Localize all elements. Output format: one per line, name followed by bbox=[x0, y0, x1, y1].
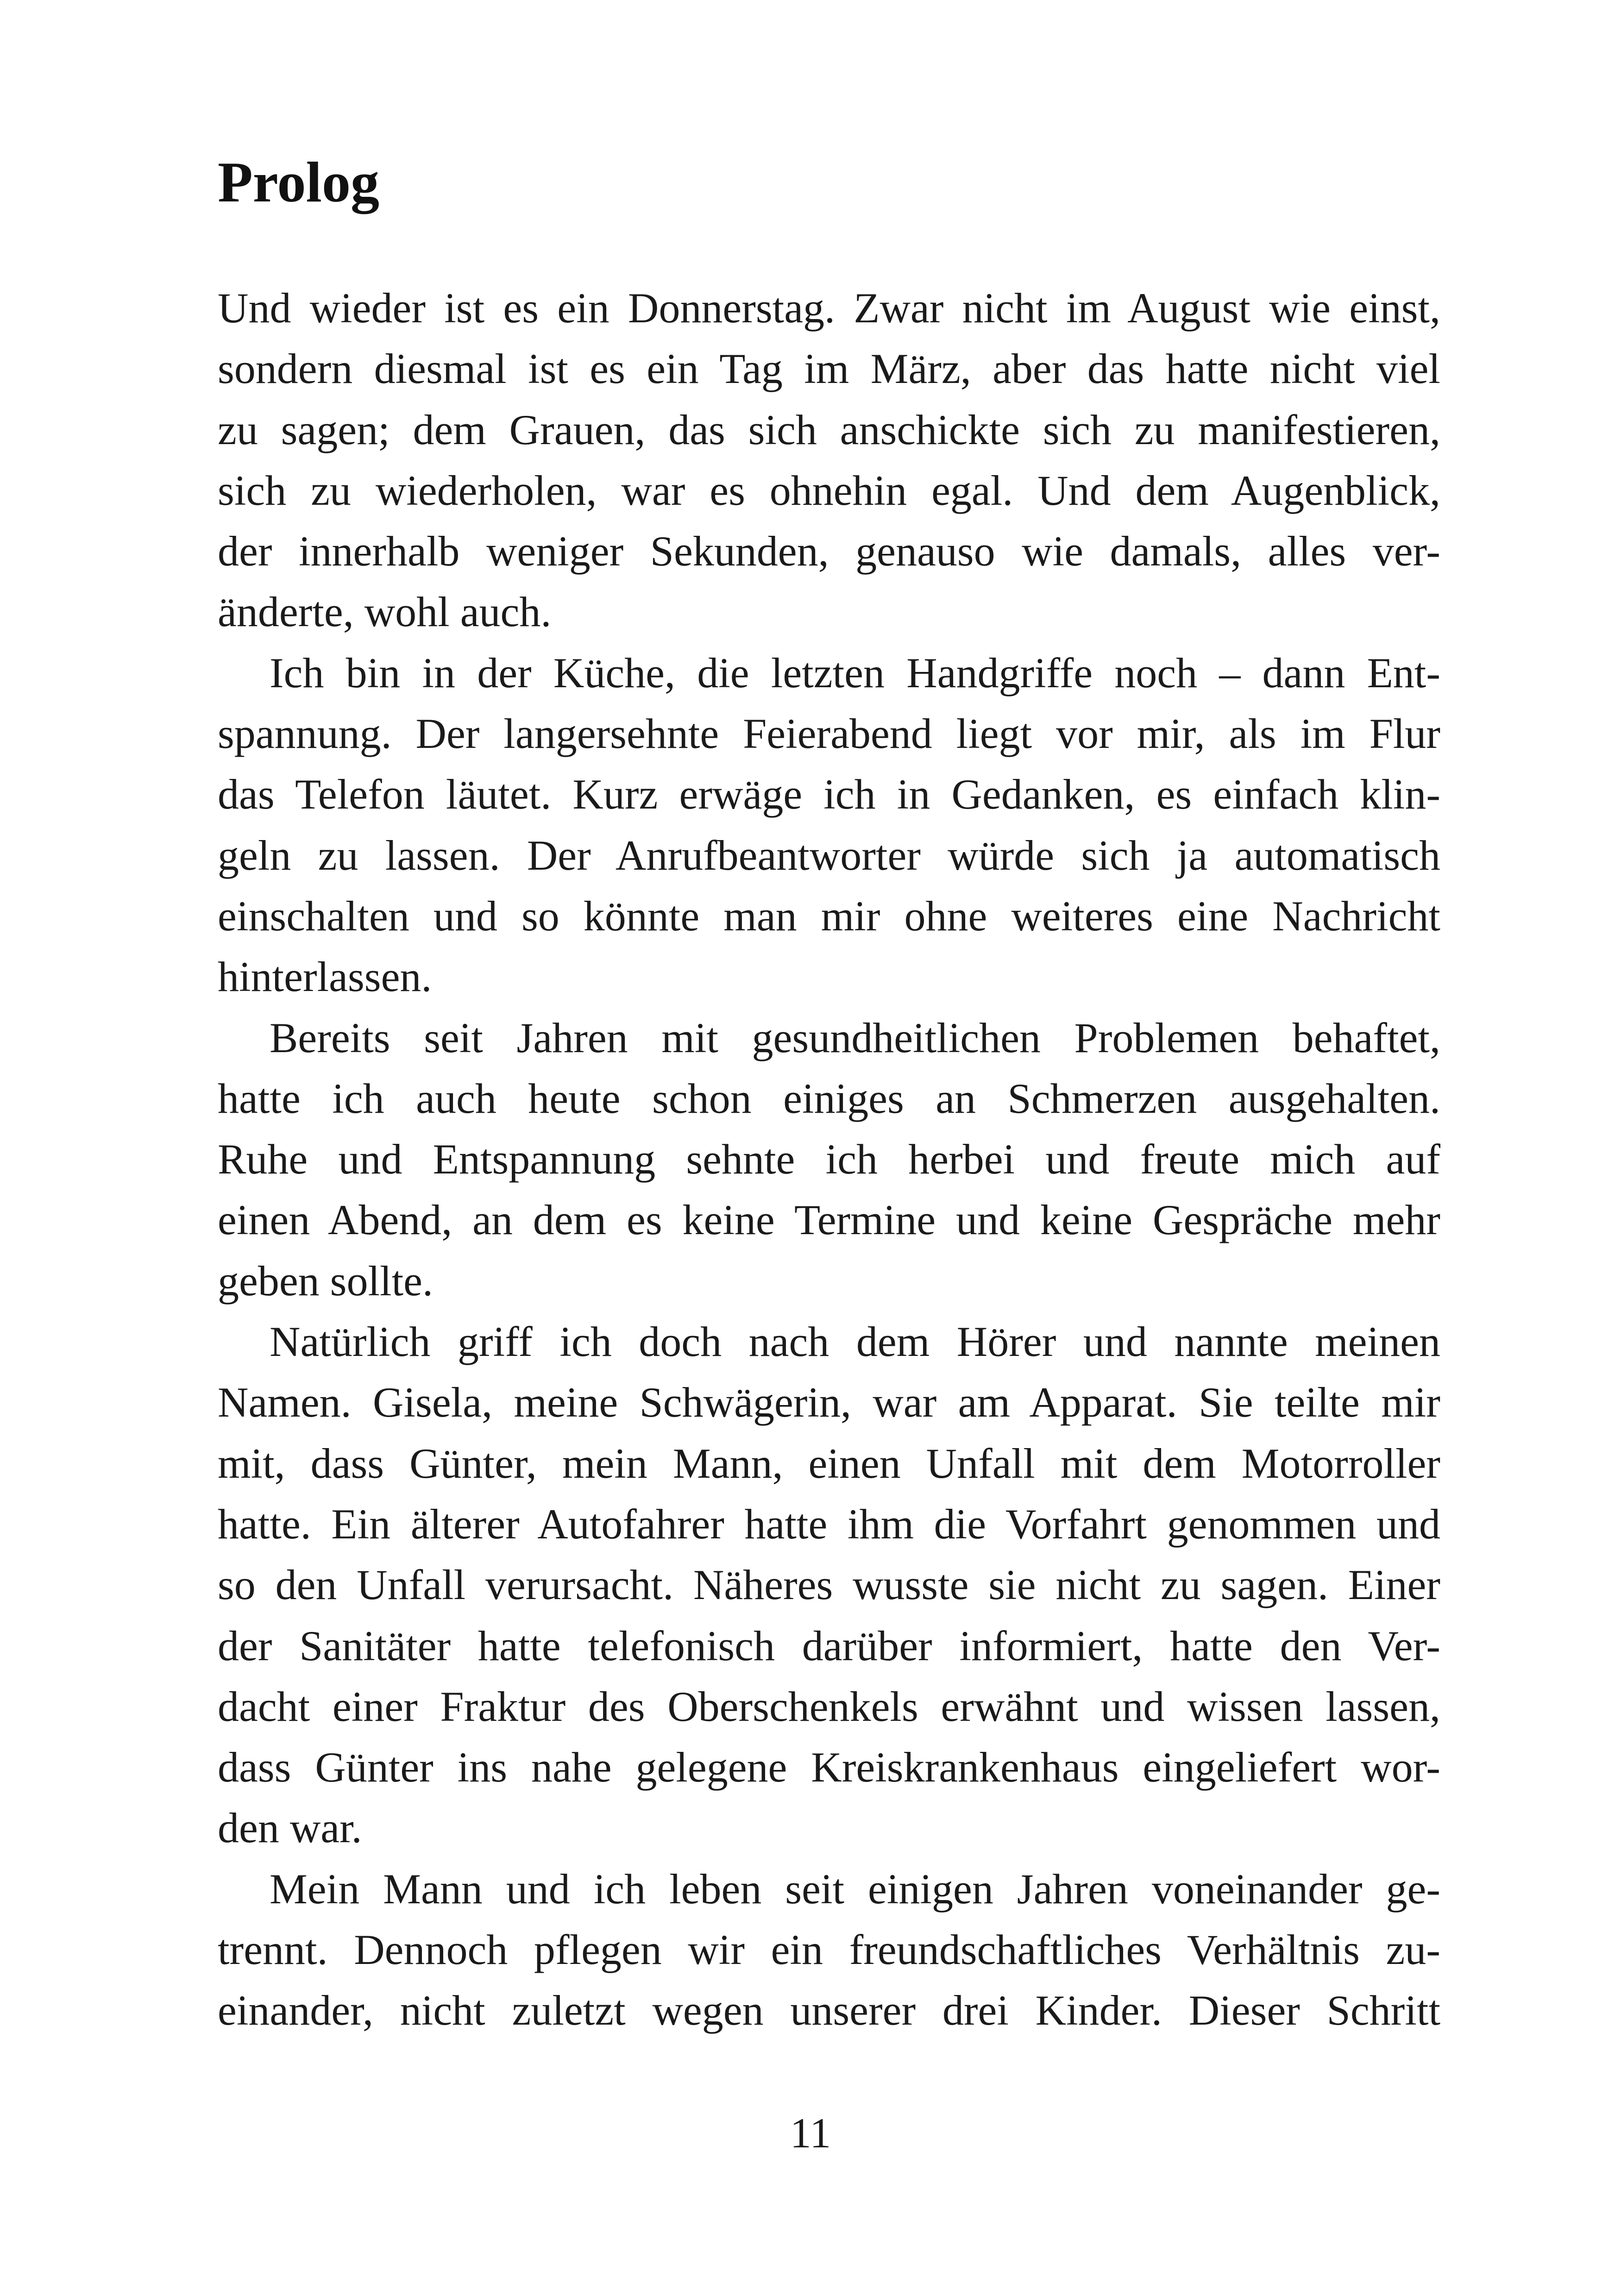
chapter-title: Prolog bbox=[218, 151, 379, 214]
text-line: der Sanitäter hatte telefonisch darüber informiert, hatte den Ver- bbox=[218, 1622, 1440, 1669]
paragraph-4 bbox=[218, 1311, 1440, 1859]
text-line: das Telefon läutet. Kurz erwäge ich in Gedanken, es einfach klin- bbox=[218, 771, 1440, 818]
text-line: Ruhe und Entspannung sehnte ich herbei und freute mich auf bbox=[218, 1135, 1440, 1183]
text-line: Natürlich griff ich doch nach dem Hörer und nannte meinen bbox=[270, 1318, 1440, 1366]
paragraph-3 bbox=[218, 1008, 1440, 1311]
text-line: hatte. Ein älterer Autofahrer hatte ihm die Vorfahrt genommen und bbox=[218, 1500, 1440, 1548]
text-line: so den Unfall verursacht. Näheres wusste sie nicht zu sagen. Einer bbox=[218, 1561, 1440, 1609]
text-line: sondern diesmal ist es ein Tag im März, aber das hatte nicht viel bbox=[218, 345, 1440, 393]
page-number: 11 bbox=[790, 2109, 831, 2157]
text-line: trennt. Dennoch pflegen wir ein freundschaftliches Verhältnis zu- bbox=[218, 1926, 1440, 1974]
text-line: einander, nicht zuletzt wegen unserer drei Kinder. Dieser Schritt bbox=[218, 1987, 1440, 2034]
text-line: spannung. Der langersehnte Feierabend liegt vor mir, als im Flur bbox=[218, 710, 1440, 758]
text-line: Und wieder ist es ein Donnerstag. Zwar nicht im August wie einst, bbox=[218, 284, 1440, 332]
text-line: hatte ich auch heute schon einiges an Schmerzen ausgehalten. bbox=[218, 1074, 1440, 1122]
text-line: der innerhalb weniger Sekunden, genauso wie damals, alles ver- bbox=[218, 527, 1440, 575]
text-line: zu sagen; dem Grauen, das sich anschickte sich zu manifestieren, bbox=[218, 406, 1440, 453]
text-line: einschalten und so könnte man mir ohne weiteres eine Nachricht bbox=[218, 892, 1440, 940]
paragraph-5 bbox=[218, 1859, 1440, 2041]
paragraph-2 bbox=[218, 643, 1440, 1008]
text-line: sich zu wiederholen, war es ohnehin egal. Und dem Augenblick, bbox=[218, 466, 1440, 514]
text-line: mit, dass Günter, mein Mann, einen Unfall mit dem Motorroller bbox=[218, 1439, 1440, 1487]
text-line: hinterlassen. bbox=[218, 953, 432, 1001]
text-line: Namen. Gisela, meine Schwägerin, war am Apparat. Sie teilte mir bbox=[218, 1379, 1440, 1426]
text-line: dass Günter ins nahe gelegene Kreiskrankenhaus eingeliefert wor- bbox=[218, 1744, 1440, 1791]
text-line: Bereits seit Jahren mit gesundheitlichen Problemen behaftet, bbox=[270, 1014, 1440, 1061]
text-line: dacht einer Fraktur des Oberschenkels erwähnt und wissen lassen, bbox=[218, 1682, 1440, 1730]
text-line: Ich bin in der Küche, die letzten Handgriffe noch – dann Ent- bbox=[270, 649, 1440, 696]
text-line: geben sollte. bbox=[218, 1257, 433, 1305]
text-line: Mein Mann und ich leben seit einigen Jahren voneinander ge- bbox=[270, 1865, 1440, 1913]
text-line: einen Abend, an dem es keine Termine und keine Gespräche mehr bbox=[218, 1196, 1440, 1244]
paragraph-1 bbox=[218, 278, 1440, 643]
text-line: geln zu lassen. Der Anrufbeantworter würde sich ja automatisch bbox=[218, 831, 1440, 879]
text-line: änderte, wohl auch. bbox=[218, 588, 552, 636]
text-line: den war. bbox=[218, 1804, 362, 1852]
body-text bbox=[218, 278, 1440, 2041]
